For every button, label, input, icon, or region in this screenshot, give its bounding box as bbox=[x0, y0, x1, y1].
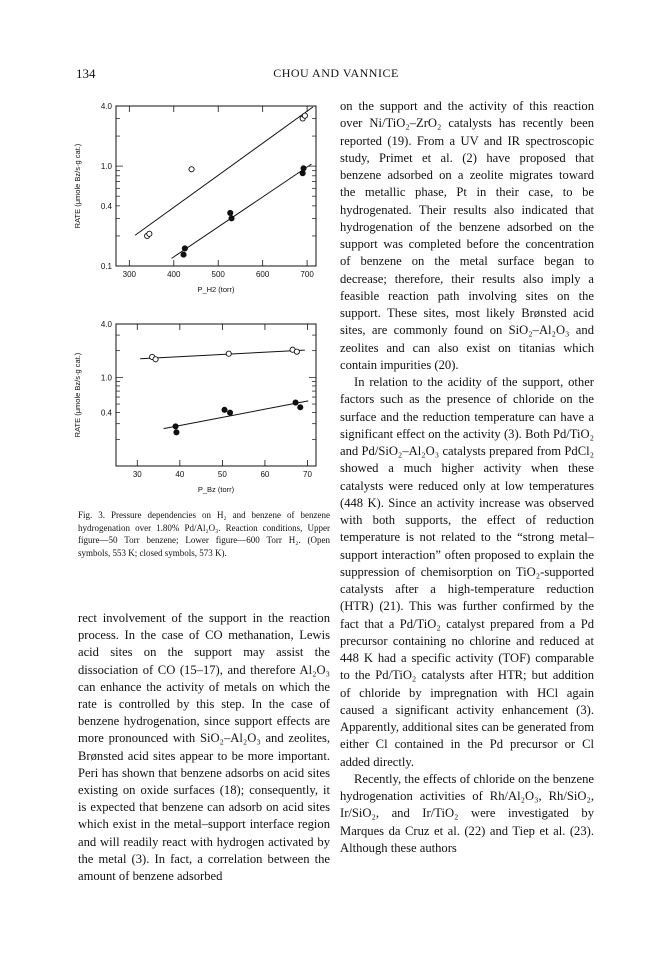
panel-2-xtick-label: 60 bbox=[260, 470, 270, 479]
panel-1-ytick-label: 0.4 bbox=[100, 201, 112, 211]
panel-1-series-1-point bbox=[189, 167, 194, 172]
left-column bbox=[78, 610, 330, 885]
panel-2-x-axis-label: P_Bz (torr) bbox=[197, 485, 235, 494]
panel-1-series-2-point bbox=[229, 216, 234, 221]
panel-2-series-2-point bbox=[222, 407, 227, 412]
panel-2-ytick-label: 4.0 bbox=[100, 320, 112, 329]
panel-2-series-2-point bbox=[174, 430, 179, 435]
panel-2-xtick-label: 70 bbox=[303, 470, 312, 479]
panel-1-y-axis-label: RATE (μmole Bz/s·g cat.) bbox=[73, 143, 82, 229]
figure-caption: Fig. 3. Pressure dependencies on H₂ and benzene of benzene hydrogenation over 1.80% Pd/Al₂O₃. Reaction conditions, Upper figure—50 Torr benzene; Lower figure—600 Torr H₂. (Open symbols, 553 K; closed symbols, 573 K). bbox=[78, 510, 330, 558]
panel-2-xtick-label: 40 bbox=[175, 470, 185, 479]
panel-1-x-axis-label: P_H2 (torr) bbox=[197, 285, 235, 294]
panel-2-xtick-label: 50 bbox=[217, 470, 227, 479]
panel-1-series-2-point bbox=[182, 246, 187, 251]
panel-1-series-2-point bbox=[228, 210, 233, 215]
panel-1-series-1-point bbox=[147, 231, 152, 236]
panel-1-series-2-fit-line bbox=[172, 164, 312, 258]
panel-1-series-2-point bbox=[301, 166, 306, 171]
panel-1-frame bbox=[116, 106, 316, 266]
figure-3 bbox=[56, 96, 326, 516]
panel-2-series-2-point bbox=[227, 410, 232, 415]
panel-2-series-2-point bbox=[293, 400, 298, 405]
panel-2-series-1-fit-line bbox=[140, 350, 305, 359]
panel-2-series-1-point bbox=[294, 349, 299, 354]
panel-1-xtick-label: 300 bbox=[122, 270, 137, 279]
panel-2-series-2-point bbox=[173, 424, 178, 429]
right-paragraph-3: Recently, the effects of chloride on the benzene hydrogenation activities of Rh/Al₂O₃, Rh/SiO₂, Ir/SiO₂, and Ir/TiO₂ were investigated by Marques da Cruz et al. (22) and Tiep et al. (23). Although these authors bbox=[340, 771, 594, 855]
left-paragraph-1: rect involvement of the support in the reaction process. In the case of CO methanation, Lewis acid sites on the support may assist the dissociation of CO (15–17), and therefore Al₂O₃ can enhance the activity of metals on which the rate is controlled by this step. In the case of benzene hydrogenation, since support effects are more pronounced with SiO₂–Al₂O₃ and zeolites, Brønsted acid sites appear to be more important. Peri has shown that benzene adsorbs on acid sites existing on oxide surfaces (18); consequently, it is expected that benzene can adsorb on acid sites which exist in the metal–support interface region and will readily react with hydrogen activated by the metal (3). In fact, a correlation between the amount of benzene adsorbed bbox=[78, 611, 330, 884]
panel-2-frame bbox=[116, 324, 316, 466]
panel-2-ytick-label: 1.0 bbox=[100, 373, 112, 383]
panel-1-xtick-label: 700 bbox=[300, 270, 314, 279]
panel-1-xtick-label: 400 bbox=[167, 270, 181, 279]
panel-1-ytick-label: 4.0 bbox=[100, 102, 112, 111]
panel-1-xtick-label: 600 bbox=[255, 270, 270, 279]
panel-1-series-1-point bbox=[302, 113, 307, 118]
panel-2-y-axis-label: RATE (μmole Bz/s·g cat.) bbox=[73, 352, 82, 438]
panel-2-series-2-fit-line bbox=[164, 401, 309, 429]
running-head: CHOU AND VANNICE bbox=[273, 66, 399, 80]
panel-1-series-2-point bbox=[300, 171, 305, 176]
right-column bbox=[340, 98, 594, 857]
panel-1-series-1-fit-line bbox=[135, 107, 313, 235]
panel-1-series-2-point bbox=[181, 252, 186, 257]
panel-1-ytick-label: 1.0 bbox=[100, 162, 112, 172]
page-header bbox=[0, 66, 672, 86]
panel-1-xtick-label: 500 bbox=[211, 270, 225, 279]
right-paragraph-2: In relation to the acidity of the support, other factors such as the presence of chloride on the surface and the reduction temperature can have a significant effect on the activity (3). Both Pd/TiO₂ and Pd/SiO₂–Al₂O₃ catalysts prepared from PdCl₂ showed a much higher activity when these catalysts were reduced only at low temperatures (448 K). Since an activity increase was observed with both supports, the effect of reduction temperature is not related to the “strong metal–support interaction” often proposed to explain the suppression of chemisorption on TiO₂-supported catalysts after a high-temperature reduction (HTR) (21). This was further confirmed by the fact that a Pd/TiO₂ catalyst prepared from a Pd precursor containing no chlorine and reduced at 448 K had a specific activity (TOF) comparable to the Pd/TiO₂ catalysts after HTR; but addition of chloride by impregnation with HCl again caused a significant activity enhancement (3). Apparently, additional sites can be generated from either Cl contained in the Pd precursor or Cl added directly. bbox=[340, 375, 594, 769]
panel-2-series-1-point bbox=[153, 357, 158, 362]
panel-2-series-2-point bbox=[298, 405, 303, 410]
figure-3-plots bbox=[56, 96, 326, 516]
panel-1-ytick-label: 0.1 bbox=[100, 262, 112, 271]
page-number: 134 bbox=[76, 66, 96, 81]
right-paragraph-1: on the support and the activity of this reaction over Ni/TiO₂–ZrO₂ catalysts has recently been reported (19). From a UV and IR spectroscopic study, Primet et al. (2) have proposed that benzene adsorbed on a zeolite migrates toward the metallic phase, Pt in their case, to be hydrogenated. Their results also indicated that hydrogenation of the benzene adsorbed on the support was completed before the concentration of benzene on the metal surface began to decrease; therefore, their results also imply a feasible reaction path involving sites on the support. These sites, most likely Brønsted acid sites, are commonly found on SiO₂–Al₂O₃ and zeolites and can also exist on titanias which contain impurities (20). bbox=[340, 99, 594, 372]
panel-2-ytick-label: 0.4 bbox=[100, 408, 112, 418]
panel-2-series-1-point bbox=[226, 351, 231, 356]
panel-2-xtick-label: 30 bbox=[132, 470, 142, 479]
